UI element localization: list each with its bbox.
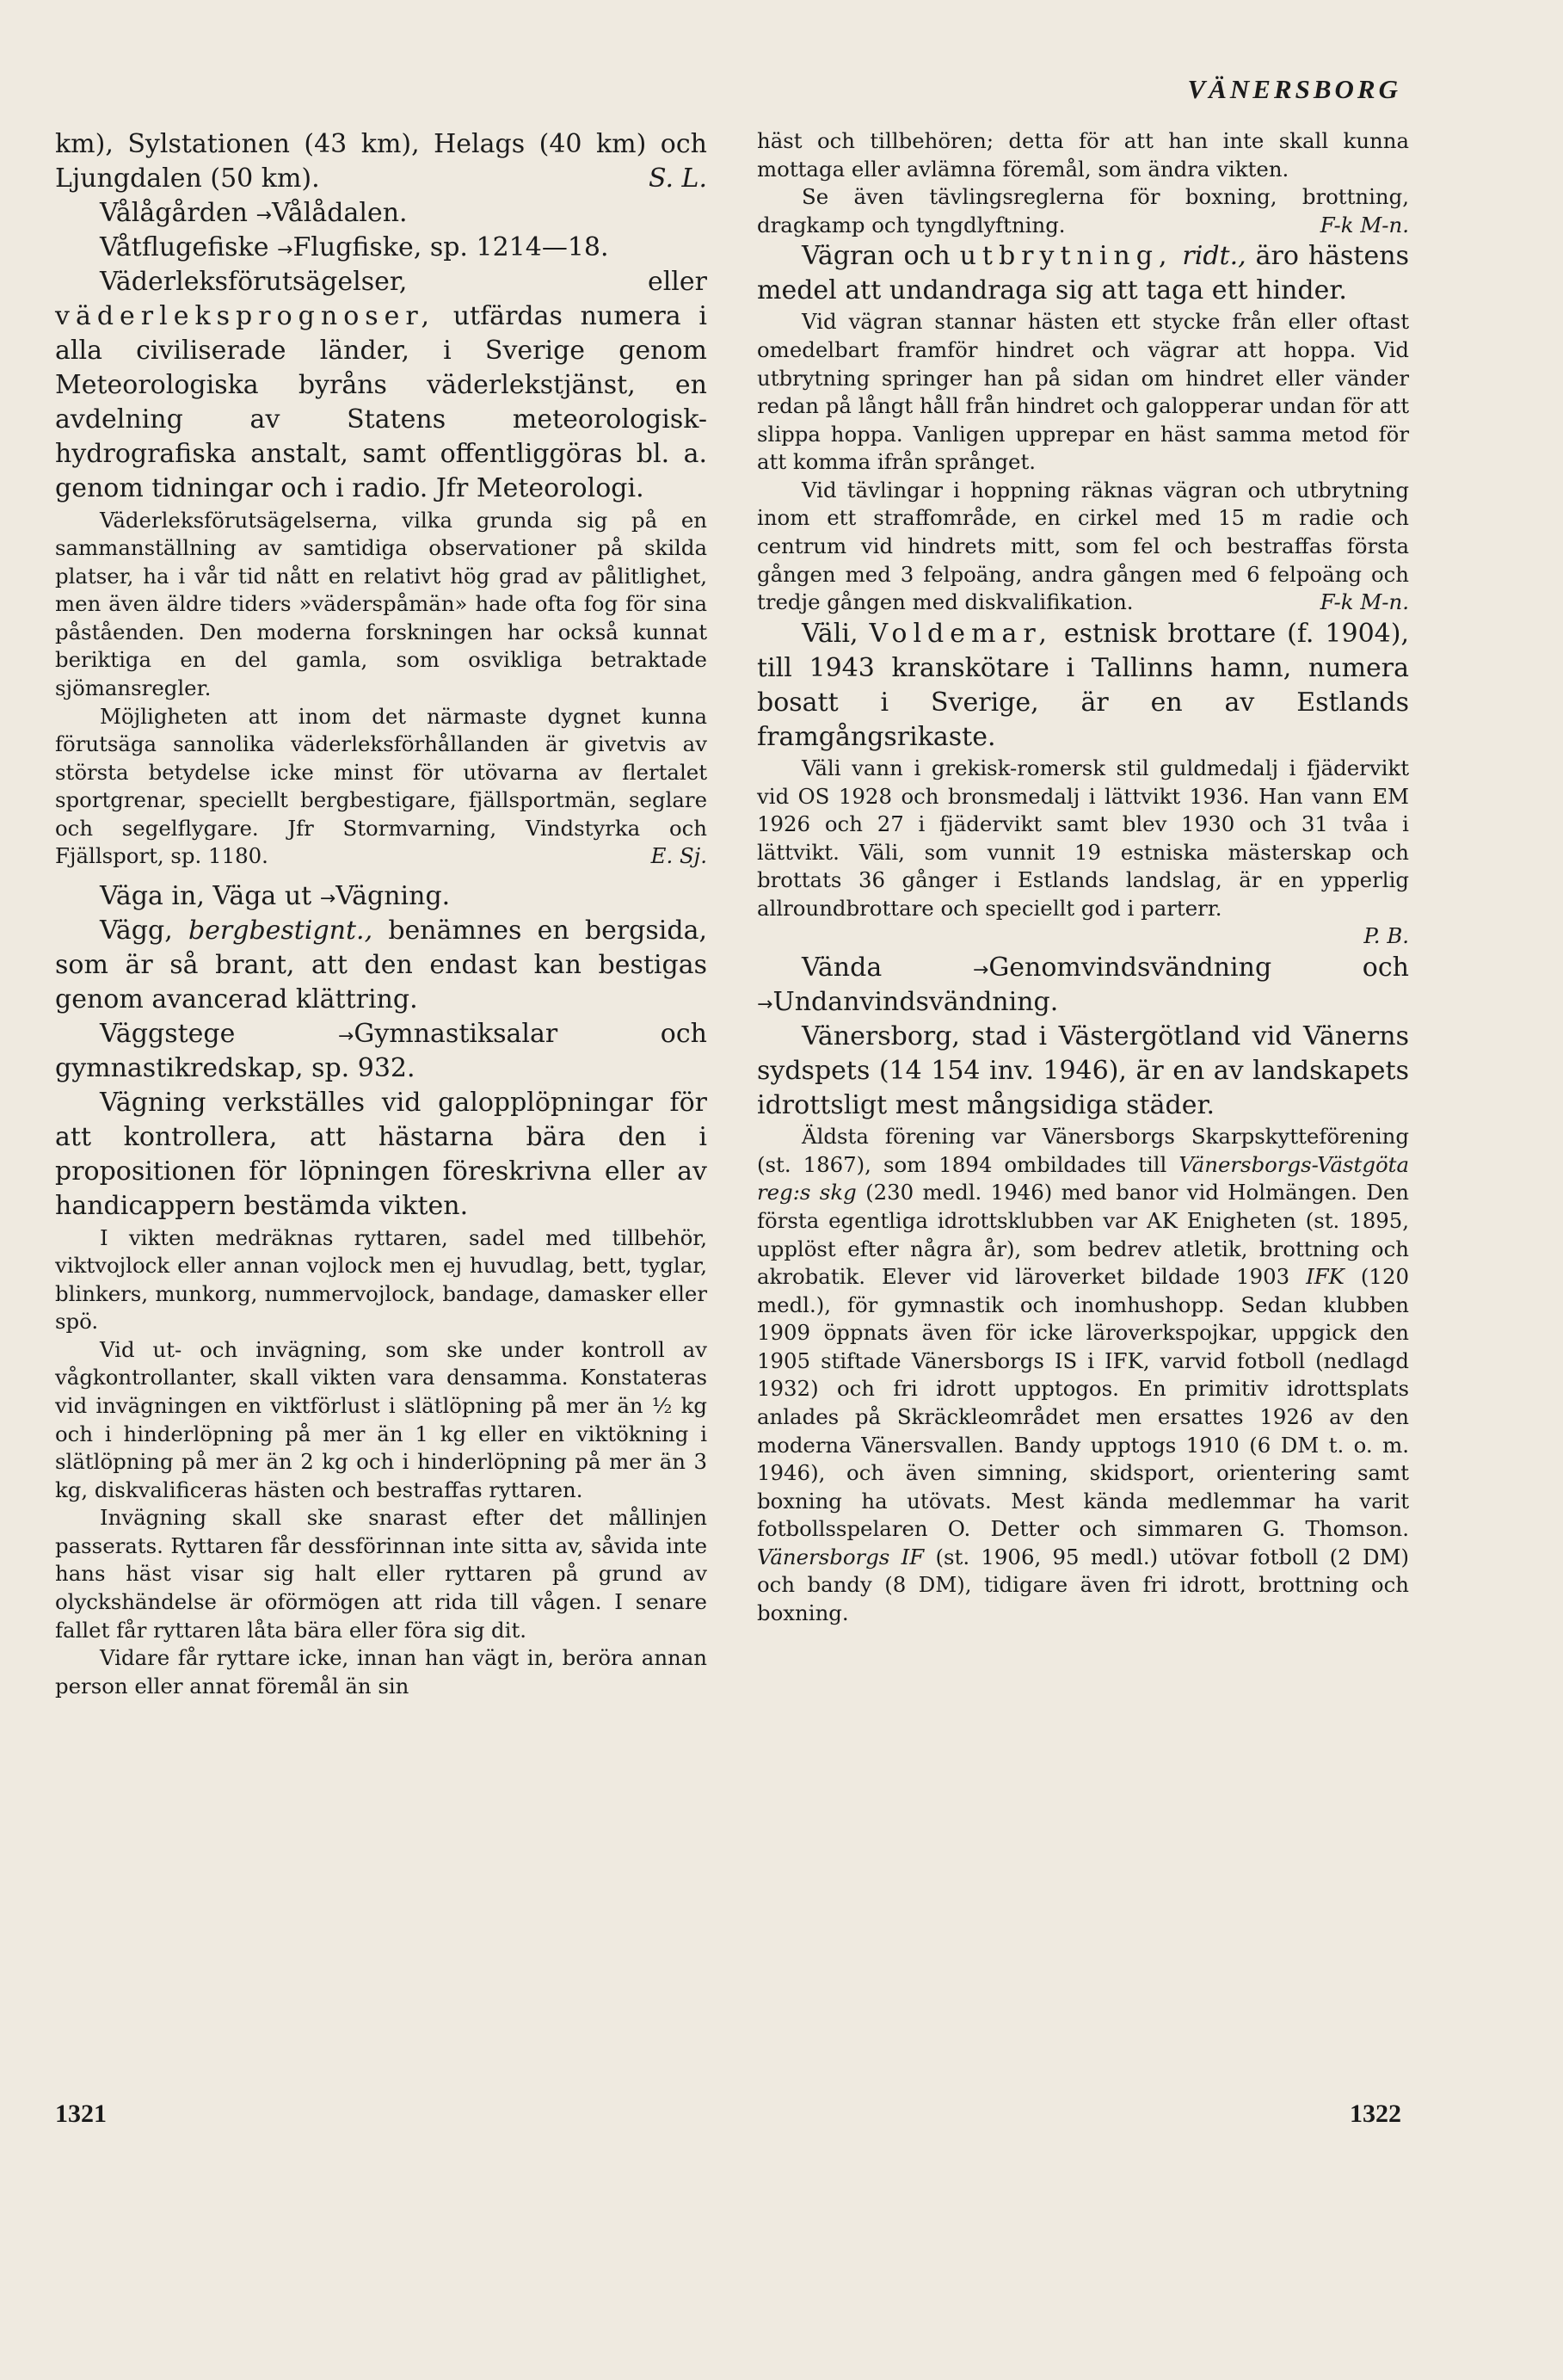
detail-paragraph: Invägning skall ske snarast efter det mållinjen passerats. Ryttaren får dessförinnan inte sitta av, såvida inte hans häst visar sig halt eller ryttaren på grund av olyckshändelse är oförmögen att rida till vågen. I senare fallet får ryttaren låta bära eller föra sig dit. <box>55 1505 707 1643</box>
entry-vagran <box>757 239 1409 308</box>
detail-paragraph: Väderleksförutsägelserna, vilka grunda sig på en sammanställning av samtidiga observationer på skilda platser, ha i vår tid nått en relativt hög grad av pålitlighet, men även äldre tiders »väderspåmän» hade ofta fog för sina påståenden. Den moderna forskningen har också kunnat beriktiga en del gamla, som osvikliga betraktade sjömansregler. <box>55 507 707 700</box>
entry-valagarden <box>55 196 707 231</box>
author-signature: P. B. <box>1363 923 1409 949</box>
detail-paragraph <box>55 703 707 871</box>
cross-reference[interactable]: Gymnastiksalar och gymnastikredskap, sp. 932. <box>55 1019 707 1084</box>
headword: Väderleksförutsägelser, <box>100 267 408 298</box>
cross-reference[interactable]: Flugfiske, sp. 1214—18. <box>292 232 609 263</box>
entry-text: äro hästens medel att undandraga sig att taga ett hinder. <box>757 241 1409 306</box>
entry-continuation <box>55 127 707 196</box>
detail-paragraph: häst och tillbehören; detta för att han inte skall kunna mottaga eller avlämna föremål, som ändra vikten. <box>757 128 1409 182</box>
headword: Vägg, <box>100 916 173 946</box>
running-head: VÄNERSBORG <box>1187 74 1401 104</box>
entry-text: eller <box>647 267 707 298</box>
detail-text: (120 medl.), för gymnastik och inomhushopp. Sedan klubben 1909 öppnats även för icke läroverkspojkar, uppgick den 1905 stiftade Vänersborgs IS i IFK, varvid fotboll (nedlagd 1932) och fri idrott upptogos. En primitiv idrottsplats anlades på Skräckleområdet men ersattes 1926 av den moderna Vänersvallen. Bandy upptogs 1910 (6 DM t. o. m. 1946), och även simning, skidsport, orientering samt boxning ha utövats. Mest kända medlemmar ha varit fotbollsspelaren O. Detter och simmaren G. Thomson. <box>757 1264 1409 1542</box>
entry-vagg <box>55 914 707 1017</box>
cross-reference-arrow-icon: → <box>757 994 773 1016</box>
club-name: IFK <box>1306 1264 1345 1290</box>
cross-reference[interactable]: Genomvindsvändning och <box>988 953 1409 983</box>
cross-reference-arrow-icon: → <box>972 959 989 981</box>
entry-text: utfärdas numera i alla civiliserade länder, i Sverige genom Meteorologiska byråns väderlekstjänst, en avdelning av Statens meteorologisk-hydrografiska anstalt, samt offentliggöras bl. a. genom tidningar och i radio. Jfr Meteorologi. <box>55 301 707 504</box>
left-column <box>55 127 707 1700</box>
cross-reference-arrow-icon: → <box>277 239 293 262</box>
detail-paragraph <box>757 183 1409 239</box>
detail-paragraph: Vid vägran stannar hästen ett stycke från eller oftast omedelbart framför hindret och vägrar att hoppa. Vid utbrytning springer han på sidan om hindret eller vänder redan på långt håll från hindret och galopperar undan för att slippa hoppa. Vanligen upprepar en häst samma metod för att komma ifrån språnget. <box>757 309 1409 475</box>
cross-reference[interactable]: Vägning. <box>335 881 451 912</box>
spaced-term: utbrytning, <box>959 241 1173 272</box>
detail-text: Vid tävlingar i hoppning räknas vägran och utbrytning inom ett straffområde, en cirkel med 15 m radie och centrum vid hindrets mitt, som fel och bestraffas första gången med 3 felpoäng, andra gången med 6 felpoäng och tredje gången med diskvalifikation. <box>757 477 1409 615</box>
headword: Våtflugefiske <box>100 232 269 263</box>
entry-vanda <box>757 951 1409 1020</box>
headword: Väggstege <box>100 1019 236 1050</box>
author-signature: F-k M-n. <box>1320 589 1409 615</box>
detail-text: Väli vann i grekisk-romersk stil guldmedalj i fjädervikt vid OS 1928 och bronsmedalj i lättvikt 1936. Han vann EM 1926 och 27 i fjädervikt samt blev 1930 och 31 tvåa i lättvikt. Väli, som vunnit 19 estniska mästerskap och brottats 36 gånger i Estlands landslag, är en ypperlig allroundbrottare och speciellt god i parterr. <box>757 755 1409 921</box>
detail-text: (st. 1906, 95 medl.) utövar fotboll (2 DM) och bandy (8 DM), tidigare även fri idrott, brottning och boxning. <box>757 1544 1409 1626</box>
entry-vaggstege <box>55 1017 707 1086</box>
detail-paragraph <box>757 477 1409 617</box>
cross-reference[interactable]: Undanvindsvändning. <box>772 987 1059 1018</box>
page-number-right: 1322 <box>1350 2099 1401 2128</box>
entry-vaga-in <box>55 879 707 914</box>
entry-text: estnisk brottare (f. 1904), till 1943 kranskötare i Tallinns hamn, numera bosatt i Sverige, är en av Estlands framgångsrikaste. <box>757 618 1409 752</box>
entry-text: km), Sylstationen (43 km), Helags (40 km) och Ljungdalen (50 km). <box>55 129 707 194</box>
author-signature: S. L. <box>648 163 707 194</box>
headword: Vänersborg, <box>802 1021 960 1052</box>
entry-text: och <box>903 241 951 272</box>
detail-paragraph <box>757 1123 1409 1627</box>
spaced-term: väderleksprognoser, <box>55 301 435 332</box>
page-number-left: 1321 <box>55 2099 107 2128</box>
club-name: Vänersborgs IF <box>757 1544 925 1569</box>
entry-vagning <box>55 1086 707 1224</box>
cross-reference-arrow-icon: → <box>319 888 336 910</box>
spaced-term: Voldemar, <box>869 618 1053 649</box>
detail-text: (230 medl. 1946) med banor vid Holmängen. Den första egentliga idrottsklubben var AK Enigheten (st. 1895, upplöst efter några år), som bedrev atletik, brottning och akrobatik. Elever vid läroverket bildade 1903 <box>757 1180 1410 1290</box>
cross-reference[interactable]: Vålådalen. <box>271 198 408 229</box>
detail-paragraph: I vikten medräknas ryttaren, sadel med tillbehör, viktvojlock eller annan vojlock men ej huvudlag, bett, tyglar, blinkers, munkorg, nummervojlock, bandage, damasker eller spö. <box>55 1224 707 1335</box>
author-signature: F-k M-n. <box>1320 212 1409 237</box>
headword: Vända <box>802 953 883 983</box>
field-label: ridt., <box>1182 241 1246 272</box>
entry-vaderleksforutsagelser <box>55 265 707 506</box>
entry-text: benämnes en bergsida, som är så brant, att den endast kan bestigas genom avancerad klättring. <box>55 916 707 1015</box>
entry-vali <box>757 617 1409 755</box>
entry-vanersborg <box>757 1020 1409 1123</box>
headword: Väga in, Väga ut <box>100 881 312 912</box>
detail-paragraph: Vid ut- och invägning, som ske under kontroll av vågkontrollanter, skall vikten vara densamma. Konstateras vid invägningen en viktförlust i slätlöpning på mer än ½ kg och i hinderlöpning på mer än 1 kg eller en viktökning i slätlöpning på mer än 2 kg och i hinderlöpning på mer än 3 kg, diskvalificeras hästen och bestraffas ryttaren. <box>55 1336 707 1502</box>
author-signature: E. Sj. <box>650 843 707 869</box>
detail-paragraph: Vidare får ryttare icke, innan han vägt in, beröra annan person eller annat föremål än sin <box>55 1645 707 1699</box>
detail-text: Möjligheten att inom det närmaste dygnet kunna förutsäga sannolika väderleksförhållanden är givetvis av största betydelse icke minst för utövarna av flertalet sportgrenar, speciellt bergbestigare, fjällsportmän, seglare och segelflygare. Jfr Stormvarning, Vindstyrka och Fjällsport, sp. 1180. <box>55 703 707 869</box>
headword: Vägran <box>802 241 895 272</box>
detail-text: Se även tävlingsreglerna för boxning, brottning, dragkamp och tyngdlyftning. <box>757 184 1409 237</box>
entry-text: stad i Västergötland vid Vänerns sydspets (14 154 inv. 1946), är en av landskapets idrottsligt mest mångsidiga städer. <box>757 1021 1409 1121</box>
detail-text: Äldsta förening var Vänersborgs Skarpskytteförening (st. 1867), som 1894 ombildades till <box>757 1124 1409 1177</box>
headword: Vägning <box>100 1088 206 1119</box>
right-column <box>757 127 1409 1628</box>
cross-reference-arrow-icon: → <box>337 1026 354 1048</box>
club-name: Vänersborgs-Västgöta reg:s skg <box>757 1151 1409 1205</box>
entry-vatflugefiske <box>55 231 707 265</box>
detail-paragraph <box>757 755 1409 949</box>
headword: Vålågården <box>100 198 248 229</box>
field-label: bergbestignt., <box>188 916 373 946</box>
headword: Väli, <box>802 618 858 649</box>
entry-text: verkställes vid galopplöpningar för att kontrollera, att hästarna bära den i propositionen för löpningen föreskrivna eller av handicappern bestämda vikten. <box>55 1088 707 1222</box>
cross-reference-arrow-icon: → <box>255 205 272 227</box>
